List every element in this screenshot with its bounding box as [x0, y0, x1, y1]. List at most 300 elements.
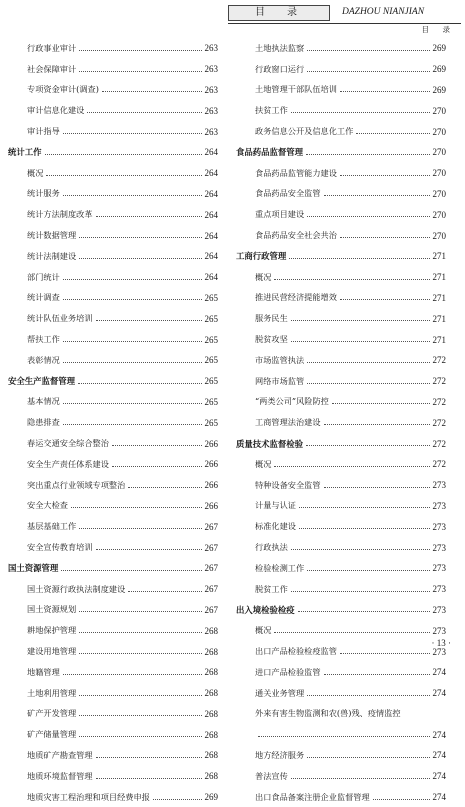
toc-page-number: 274	[432, 667, 446, 678]
toc-page-number: 270	[432, 168, 446, 179]
toc-page-number: 267	[204, 584, 218, 595]
toc-entry-title: 矿产储量管理	[27, 729, 77, 740]
toc-page-number: 271	[432, 334, 446, 345]
toc-entry[interactable]	[8, 204, 218, 225]
toc-page-number: 268	[204, 708, 218, 719]
toc-entry[interactable]	[8, 516, 218, 537]
running-title: DAZHOU NIANJIAN	[342, 7, 425, 17]
toc-page-number: 263	[204, 105, 218, 116]
leader-dots	[63, 403, 202, 404]
toc-entry-title: 出口产品检验检疫监管	[255, 646, 337, 656]
leader-dots	[291, 778, 430, 779]
toc-entry-title: 服务民生	[255, 313, 288, 324]
toc-entry-title: 地籍管理	[27, 666, 60, 677]
toc-page-number: 272	[432, 438, 446, 449]
toc-entry[interactable]	[8, 600, 218, 621]
toc-left-column	[8, 38, 218, 807]
leader-dots	[79, 528, 201, 529]
toc-entry[interactable]	[236, 392, 446, 413]
toc-entry[interactable]	[236, 704, 446, 725]
toc-page-number: 267	[204, 542, 218, 553]
toc-page-number: 271	[432, 313, 446, 324]
toc-entry-title: 出口食品备案注册企业监督管理	[255, 791, 370, 802]
toc-page-number: 263	[204, 64, 218, 75]
leader-dots	[332, 403, 430, 404]
toc-entry-title: 食品药品安全监管	[255, 188, 321, 199]
toc-page-number: 268	[204, 625, 218, 636]
leader-dots	[63, 279, 202, 280]
toc-page-number: 264	[204, 251, 218, 262]
toc-entry-title: 普法宣传	[255, 770, 288, 781]
leader-dots	[79, 71, 201, 72]
header-subtitle: 目 录	[421, 25, 453, 34]
toc-page-number: 266	[204, 438, 218, 449]
leader-dots	[128, 487, 201, 488]
toc-entry[interactable]	[236, 579, 446, 600]
toc-entry-title: 统计调查	[27, 292, 60, 303]
toc-entry[interactable]	[8, 80, 218, 101]
toc-entry-title: 重点项目建设	[255, 209, 305, 220]
toc-entry-title: 食品药品安全社会共治	[255, 230, 337, 241]
toc-entry-title: 工商管理法治建设	[255, 417, 321, 428]
toc-entry-title: 行政事业审计	[27, 42, 77, 53]
leader-dots	[307, 71, 429, 72]
toc-entry[interactable]	[8, 579, 218, 600]
toc-entry-title: 统计工作	[8, 147, 42, 158]
toc-entry-title: 标准化建设	[255, 521, 296, 532]
leader-dots	[307, 695, 429, 696]
toc-entry-title: 地质矿产勘查管理	[27, 749, 93, 760]
toc-page-number: 271	[432, 251, 446, 262]
leader-dots	[63, 362, 202, 363]
leader-dots	[96, 320, 202, 321]
leader-dots	[306, 445, 430, 446]
toc-page-number: 274	[432, 729, 446, 740]
leader-dots	[153, 799, 202, 800]
leader-dots	[324, 424, 430, 425]
leader-dots	[63, 133, 202, 134]
toc-entry-title: 行政执法	[255, 542, 288, 553]
leader-dots	[96, 778, 202, 779]
toc-page-number: 271	[432, 272, 446, 283]
leader-dots	[274, 279, 429, 280]
toc-entry[interactable]	[236, 288, 446, 309]
toc-entry[interactable]	[8, 745, 218, 766]
leader-dots	[291, 549, 430, 550]
toc-entry[interactable]	[8, 766, 218, 787]
toc-section-entry[interactable]	[236, 142, 446, 163]
toc-entry[interactable]	[8, 184, 218, 205]
toc-page-number: 272	[432, 376, 446, 387]
leader-dots	[63, 299, 202, 300]
toc-entry[interactable]	[236, 80, 446, 101]
toc-entry[interactable]	[236, 350, 446, 371]
leader-dots	[63, 674, 202, 675]
leader-dots	[307, 362, 429, 363]
toc-entry-title: 土地执法监察	[255, 42, 305, 53]
toc-entry[interactable]	[236, 454, 446, 475]
leader-dots	[79, 50, 201, 51]
toc-page-number: 265	[204, 396, 218, 407]
toc-entry-title: 市场监管执法	[255, 354, 305, 365]
toc-page-number: 263	[204, 126, 218, 137]
toc-entry-title: 耕地保护管理	[27, 625, 77, 636]
toc-entry[interactable]	[8, 662, 218, 683]
toc-entry-title: 建设用地管理	[27, 646, 77, 656]
toc-page-number: 269	[432, 43, 446, 54]
leader-dots	[79, 695, 201, 696]
toc-entry-title: 审计指导	[27, 126, 60, 137]
leader-dots	[79, 736, 201, 737]
toc-entry-title: 土地利用管理	[27, 687, 77, 698]
toc-entry-title: 国土资源管理	[8, 563, 59, 574]
toc-page-number: 269	[432, 64, 446, 75]
toc-page-number: 263	[204, 84, 218, 95]
toc-entry[interactable]	[236, 412, 446, 433]
toc-page-number: 272	[432, 355, 446, 366]
toc-entry[interactable]	[236, 204, 446, 225]
toc-page-number: 265	[204, 376, 218, 387]
toc-entry-title: 特种设备安全监管	[255, 479, 321, 490]
toc-entry-title: 扶贫工作	[255, 105, 288, 116]
leader-dots	[79, 632, 201, 633]
toc-right-column	[236, 38, 446, 807]
toc-entry[interactable]	[236, 537, 446, 558]
leader-dots	[356, 133, 429, 134]
leader-dots	[63, 195, 202, 196]
leader-dots	[61, 570, 201, 571]
leader-dots	[96, 757, 202, 758]
page-number: · 13 ·	[431, 638, 451, 648]
toc-entry[interactable]	[8, 392, 218, 413]
toc-entry-title: 矿产开发管理	[27, 708, 77, 719]
leader-dots	[96, 549, 202, 550]
toc-section-entry[interactable]	[236, 433, 446, 454]
toc-entry-title: 隐患排查	[27, 417, 60, 428]
toc-entry[interactable]	[8, 38, 218, 59]
toc-entry-title: 安全宣传教育培训	[27, 542, 93, 553]
leader-dots	[274, 466, 429, 467]
leader-dots	[79, 258, 201, 259]
toc-entry-title: 春运交通安全综合整治	[27, 438, 109, 449]
toc-page-number: 266	[204, 459, 218, 470]
toc-entry-title: 表彰情况	[27, 354, 60, 365]
toc-page-number: 273	[432, 584, 446, 595]
toc-page-number: 270	[432, 209, 446, 220]
toc-page-number: 265	[204, 417, 218, 428]
leader-dots	[299, 528, 430, 529]
toc-entry-title: 检验检测工作	[255, 562, 305, 573]
toc-entry-title: 基本情况	[27, 396, 60, 407]
toc-entry[interactable]	[8, 537, 218, 558]
leader-dots	[112, 466, 202, 467]
toc-entry-title: 安全生产监督管理	[8, 376, 75, 387]
leader-dots	[291, 591, 430, 592]
toc-page-number: 270	[432, 105, 446, 116]
toc-entry[interactable]	[8, 496, 218, 517]
leader-dots	[63, 424, 202, 425]
leader-dots	[307, 757, 429, 758]
toc-entry-title: 推进民营经济提能增效	[255, 292, 337, 303]
toc-entry[interactable]	[236, 225, 446, 246]
leader-dots	[324, 487, 430, 488]
toc-entry[interactable]	[8, 100, 218, 121]
toc-entry[interactable]	[236, 766, 446, 787]
toc-entry[interactable]	[8, 454, 218, 475]
toc-entry-title: 食品药品监管能力建设	[255, 167, 337, 178]
toc-entry[interactable]	[8, 329, 218, 350]
leader-dots	[340, 237, 430, 238]
toc-entry[interactable]	[236, 662, 446, 683]
toc-entry-title: 概况	[255, 271, 272, 282]
toc-entry-title: 计量与认证	[255, 500, 296, 511]
toc-page-number: 274	[432, 771, 446, 782]
toc-entry[interactable]	[8, 704, 218, 725]
toc-page-number: 272	[432, 417, 446, 428]
leader-dots	[78, 383, 202, 384]
toc-entry[interactable]	[8, 163, 218, 184]
leader-dots	[79, 653, 201, 654]
toc-entry[interactable]	[236, 641, 446, 662]
leader-dots	[87, 112, 201, 113]
toc-entry-title: 脱贫工作	[255, 583, 288, 594]
toc-entry[interactable]	[236, 620, 446, 641]
toc-page-number: 268	[204, 750, 218, 761]
toc-entry[interactable]	[236, 558, 446, 579]
toc-entry[interactable]	[8, 787, 218, 807]
leader-dots	[112, 445, 202, 446]
toc-section-entry[interactable]	[8, 371, 218, 392]
toc-entry-title: 地质环境监督管理	[27, 770, 93, 781]
toc-entry[interactable]	[8, 59, 218, 80]
toc-entry-title: 质量技术监督检验	[236, 438, 303, 449]
leader-dots	[324, 674, 430, 675]
toc-page-number: 274	[432, 792, 446, 803]
toc-entry-title: 地方经济服务	[255, 749, 305, 760]
toc-entry-title: 社会保障审计	[27, 63, 77, 74]
toc-entry[interactable]	[236, 163, 446, 184]
toc-entry-title: “两类公司”风险防控	[255, 396, 329, 407]
toc-entry-title: 通关业务管理	[255, 687, 305, 698]
toc-entry[interactable]	[236, 724, 446, 745]
toc-entry[interactable]	[8, 724, 218, 745]
toc-entry-title: 部门统计	[27, 271, 60, 282]
leader-dots	[307, 216, 429, 217]
toc-entry[interactable]	[8, 308, 218, 329]
toc-entry-title: 安全生产责任体系建设	[27, 458, 109, 469]
toc-entry[interactable]	[236, 683, 446, 704]
toc-section-entry[interactable]	[236, 600, 446, 621]
toc-entry[interactable]	[8, 246, 218, 267]
toc-page-number: 274	[432, 688, 446, 699]
leader-dots	[128, 591, 201, 592]
leader-dots	[63, 341, 202, 342]
toc-entry[interactable]	[236, 121, 446, 142]
toc-page-number: 268	[204, 667, 218, 678]
page-header	[0, 2, 465, 22]
leader-dots	[102, 91, 202, 92]
toc-entry[interactable]	[236, 516, 446, 537]
leader-dots	[340, 299, 430, 300]
toc-entry-title: 脱贫攻坚	[255, 334, 288, 345]
toc-entry-title: 进口产品检验监管	[255, 666, 321, 677]
toc-page-number: 270	[432, 126, 446, 137]
toc-page-number: 268	[204, 688, 218, 699]
section-title: 目 录	[228, 5, 330, 21]
toc-page-number: 264	[204, 230, 218, 241]
toc-page-number: 273	[432, 500, 446, 511]
toc-entry[interactable]	[236, 59, 446, 80]
toc-entry[interactable]	[8, 641, 218, 662]
toc-entry-title: 统计数据管理	[27, 230, 77, 241]
toc-entry[interactable]	[8, 620, 218, 641]
toc-entry[interactable]	[8, 121, 218, 142]
toc-entry[interactable]	[8, 225, 218, 246]
leader-dots	[299, 507, 430, 508]
leader-dots	[298, 611, 430, 612]
leader-dots	[71, 507, 202, 508]
toc-entry[interactable]	[236, 371, 446, 392]
toc-entry[interactable]	[8, 475, 218, 496]
leader-dots	[79, 611, 201, 612]
toc-entry-title: 统计服务	[27, 188, 60, 199]
toc-entry-title: 帮扶工作	[27, 334, 60, 345]
toc-entry[interactable]	[236, 475, 446, 496]
toc-entry[interactable]	[236, 496, 446, 517]
toc-page-number: 273	[432, 480, 446, 491]
toc-entry-title: 统计队伍业务培训	[27, 313, 93, 324]
toc-page-number: 265	[204, 292, 218, 303]
toc-page-number: 273	[432, 604, 446, 615]
toc-page-number: 272	[432, 459, 446, 470]
toc-page-number: 268	[204, 771, 218, 782]
toc-page-number: 264	[204, 147, 218, 158]
toc-page-number: 264	[204, 272, 218, 283]
leader-dots	[45, 154, 202, 155]
leader-dots	[340, 175, 430, 176]
leader-dots	[274, 632, 429, 633]
toc-entry-title: 专项资金审计(调查)	[27, 84, 99, 95]
leader-dots	[340, 653, 430, 654]
toc-page-number: 265	[204, 334, 218, 345]
leader-dots	[324, 195, 430, 196]
toc-entry[interactable]	[236, 38, 446, 59]
leader-dots	[96, 216, 202, 217]
toc-entry[interactable]	[236, 267, 446, 288]
toc-entry[interactable]	[236, 787, 446, 807]
toc-entry-title: 出入境检验检疫	[236, 604, 295, 615]
toc-entry[interactable]	[8, 433, 218, 454]
toc-entry-title: 国土资源规划	[27, 604, 77, 615]
toc-page-number: 273	[432, 563, 446, 574]
leader-dots	[79, 715, 201, 716]
toc-entry[interactable]	[236, 329, 446, 350]
leader-dots	[307, 570, 429, 571]
toc-page-number: 273	[432, 625, 446, 636]
leader-dots	[291, 112, 430, 113]
toc-page-number: 269	[432, 84, 446, 95]
toc-page-number: 268	[204, 729, 218, 740]
toc-page-number: 272	[432, 396, 446, 407]
leader-dots	[79, 237, 201, 238]
toc-page-number: 270	[432, 230, 446, 241]
toc-entry-title: 工商行政管理	[236, 251, 287, 262]
toc-entry[interactable]	[8, 267, 218, 288]
toc-entry-title: 突出重点行业领域专项整治	[27, 479, 126, 490]
toc-entry-title: 地质灾害工程治理和项目经费申报	[27, 791, 150, 802]
toc-page-number: 265	[204, 313, 218, 324]
toc-page-number: 267	[204, 604, 218, 615]
toc-page-number: 273	[432, 542, 446, 553]
toc-entry-title: 统计法制建设	[27, 250, 77, 261]
toc-page-number: 264	[204, 188, 218, 199]
toc-section-entry[interactable]	[8, 142, 218, 163]
leader-dots	[258, 736, 430, 737]
toc-page-number: 267	[204, 521, 218, 532]
toc-entry-title: 网络市场监管	[255, 375, 305, 386]
toc-page-number: 271	[432, 292, 446, 303]
toc-entry[interactable]	[8, 412, 218, 433]
toc-page-number: 264	[204, 168, 218, 179]
toc-page-number: 266	[204, 500, 218, 511]
toc-entry-title: 土地管理干部队伍培训	[255, 84, 337, 95]
toc-entry-title: 安全大检查	[27, 500, 68, 511]
leader-dots	[373, 799, 430, 800]
toc-section-entry[interactable]	[8, 558, 218, 579]
toc-section-entry[interactable]	[236, 246, 446, 267]
toc-entry[interactable]	[236, 184, 446, 205]
toc-entry-title: 基层基础工作	[27, 521, 77, 532]
toc-page-number: 270	[432, 147, 446, 158]
toc-entry-title: 概况	[255, 625, 272, 636]
toc-page-number: 268	[204, 646, 218, 657]
toc-entry-title: 外来有害生物监测和农(兽)残、疫情监控	[255, 708, 401, 719]
toc-entry[interactable]	[8, 288, 218, 309]
leader-dots	[307, 50, 429, 51]
toc-entry[interactable]	[8, 683, 218, 704]
toc-entry-title: 行政窗口运行	[255, 63, 305, 74]
leader-dots	[306, 154, 430, 155]
toc-page-number: 269	[204, 792, 218, 803]
toc-page-number: 266	[204, 480, 218, 491]
toc-page-number: 263	[204, 43, 218, 54]
toc-entry-title: 政务信息公开及信息化工作	[255, 126, 354, 137]
toc-page-number: 265	[204, 355, 218, 366]
leader-dots	[289, 258, 429, 259]
toc-page-number: 264	[204, 209, 218, 220]
toc-entry-title: 统计方法制度改革	[27, 209, 93, 220]
leader-dots	[291, 320, 430, 321]
leader-dots	[46, 175, 201, 176]
toc-entry[interactable]	[236, 308, 446, 329]
toc-entry-title: 国土资源行政执法制度建设	[27, 583, 126, 594]
toc-entry[interactable]	[236, 100, 446, 121]
leader-dots	[307, 383, 429, 384]
toc-page-number: 273	[432, 646, 446, 657]
leader-dots	[291, 341, 430, 342]
toc-page-number: 274	[432, 750, 446, 761]
toc-entry[interactable]	[236, 745, 446, 766]
toc-entry[interactable]	[8, 350, 218, 371]
toc-page-number: 267	[204, 563, 218, 574]
toc-entry-title: 概况	[255, 458, 272, 469]
leader-dots	[340, 91, 430, 92]
toc-entry-title: 食品药品监督管理	[236, 147, 303, 158]
toc-entry-title: 审计信息化建设	[27, 105, 85, 116]
toc-page-number: 273	[432, 521, 446, 532]
toc-page-number: 270	[432, 188, 446, 199]
toc-entry-title: 概况	[27, 167, 44, 178]
